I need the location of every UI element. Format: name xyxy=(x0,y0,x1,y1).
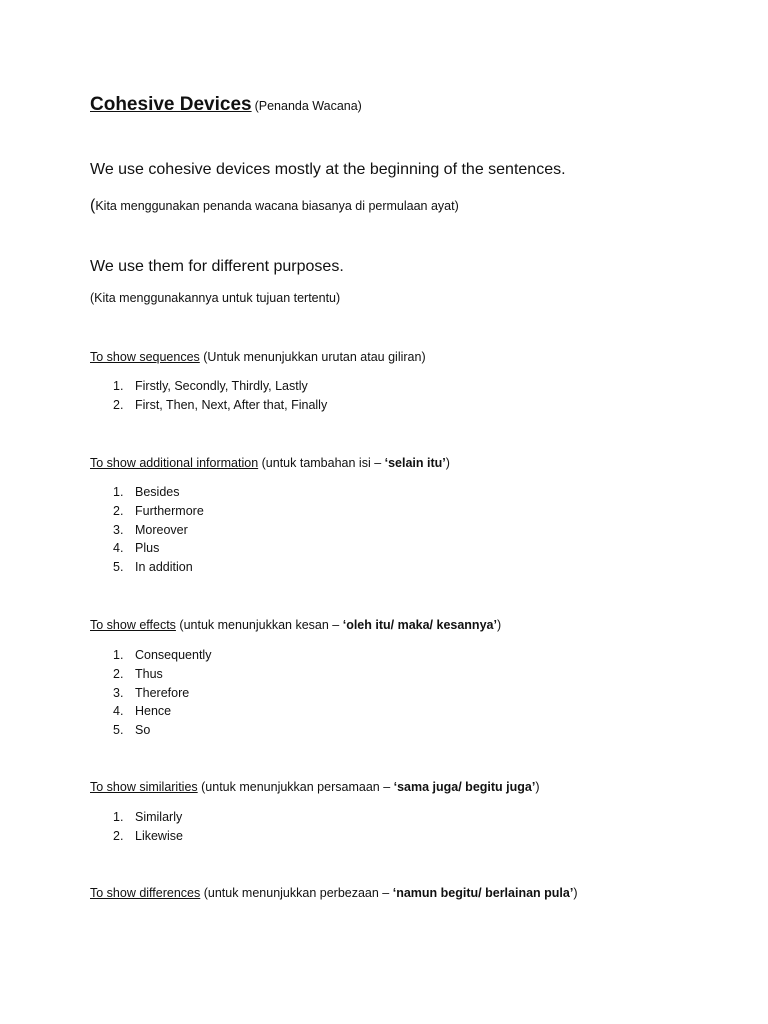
section-note: (untuk tambahan isi – xyxy=(258,456,385,470)
list-item xyxy=(113,684,211,703)
section-note-end: ) xyxy=(445,456,450,470)
effects-list xyxy=(113,646,211,740)
list-item xyxy=(113,827,183,846)
section-heading-similarities xyxy=(90,780,540,794)
section-title: To show sequences xyxy=(90,350,200,364)
list-item xyxy=(113,502,204,521)
list-item xyxy=(113,665,211,684)
list-number: 1. xyxy=(113,379,124,393)
list-number: 1. xyxy=(113,648,124,662)
list-item xyxy=(113,377,327,396)
section-note-end: ) xyxy=(496,618,502,632)
list-item xyxy=(113,483,204,502)
list-number: 2. xyxy=(113,503,124,518)
list-number: 4. xyxy=(113,541,124,556)
list-item xyxy=(113,539,204,558)
list-text: Consequently xyxy=(135,648,212,662)
list-text: Likewise xyxy=(135,828,183,843)
list-text: Plus xyxy=(135,541,160,556)
sequences-list xyxy=(113,377,327,415)
list-text: Moreover xyxy=(135,522,188,537)
list-text: In addition xyxy=(135,560,193,575)
list-number: 1. xyxy=(113,810,124,824)
list-number: 1. xyxy=(113,485,124,499)
list-number: 2. xyxy=(113,828,124,843)
section-heading-effects xyxy=(90,618,501,632)
list-text: So xyxy=(135,723,151,738)
additional-information-list xyxy=(113,483,204,577)
list-number: 3. xyxy=(113,685,124,700)
list-text: First, Then, Next, After that, Finally xyxy=(135,397,328,412)
section-note: (untuk menunjukkan perbezaan – xyxy=(200,886,393,900)
intro-line-1-translation xyxy=(90,197,459,215)
list-number: 5. xyxy=(113,560,124,575)
intro-line-1: We use cohesive devices mostly at the beginning of the sentences. xyxy=(90,161,566,178)
list-number: 5. xyxy=(113,723,124,738)
section-heading-differences xyxy=(90,886,578,900)
section-note: (untuk menunjukkan kesan – xyxy=(175,618,343,632)
section-note-bold: ‘namun begitu/ berlainan pula’ xyxy=(392,886,574,900)
translation-open-paren: ( xyxy=(90,197,96,214)
section-title: To show similarities xyxy=(90,780,198,794)
list-text: Besides xyxy=(135,485,180,499)
list-number: 2. xyxy=(113,666,124,681)
section-note-bold: ‘sama juga/ begitu juga’ xyxy=(393,780,536,794)
intro-line-2: We use them for different purposes. xyxy=(90,258,344,275)
list-item xyxy=(113,396,327,415)
list-item xyxy=(113,721,211,740)
section-heading-additional-information xyxy=(90,456,450,470)
list-item xyxy=(113,808,183,827)
list-item xyxy=(113,521,204,540)
title-subtitle: (Penanda Wacana) xyxy=(254,99,362,113)
similarities-list xyxy=(113,808,183,846)
list-item xyxy=(113,702,211,721)
list-text: Firstly, Secondly, Thirdly, Lastly xyxy=(135,379,308,393)
section-title: To show differences xyxy=(90,886,201,900)
section-note: (Untuk menunjukkan urutan atau giliran) xyxy=(199,350,426,364)
list-text: Furthermore xyxy=(135,503,204,518)
section-heading-sequences xyxy=(90,350,426,364)
list-text: Hence xyxy=(135,704,172,719)
list-number: 2. xyxy=(113,397,124,412)
document-title xyxy=(90,94,362,116)
translation-text: Kita menggunakan penanda wacana biasanya di permulaan ayat) xyxy=(95,199,459,213)
title-main: Cohesive Devices xyxy=(90,94,252,115)
section-note: (untuk menunjukkan persamaan – xyxy=(197,780,394,794)
intro-line-2-translation: (Kita menggunakannya untuk tujuan tertentu) xyxy=(90,291,341,305)
section-note-end: ) xyxy=(573,886,578,900)
section-title: To show effects xyxy=(90,618,176,632)
list-number: 4. xyxy=(113,704,124,719)
list-item xyxy=(113,646,211,665)
section-note-end: ) xyxy=(535,780,540,794)
list-text: Therefore xyxy=(135,685,190,700)
list-number: 3. xyxy=(113,522,124,537)
list-text: Similarly xyxy=(135,810,183,824)
list-item xyxy=(113,558,204,577)
list-text: Thus xyxy=(135,666,163,681)
section-title: To show additional information xyxy=(90,456,259,470)
section-note-bold: ‘selain itu’ xyxy=(384,456,446,470)
section-note-bold: ‘oleh itu/ maka/ kesannya’ xyxy=(342,618,497,632)
